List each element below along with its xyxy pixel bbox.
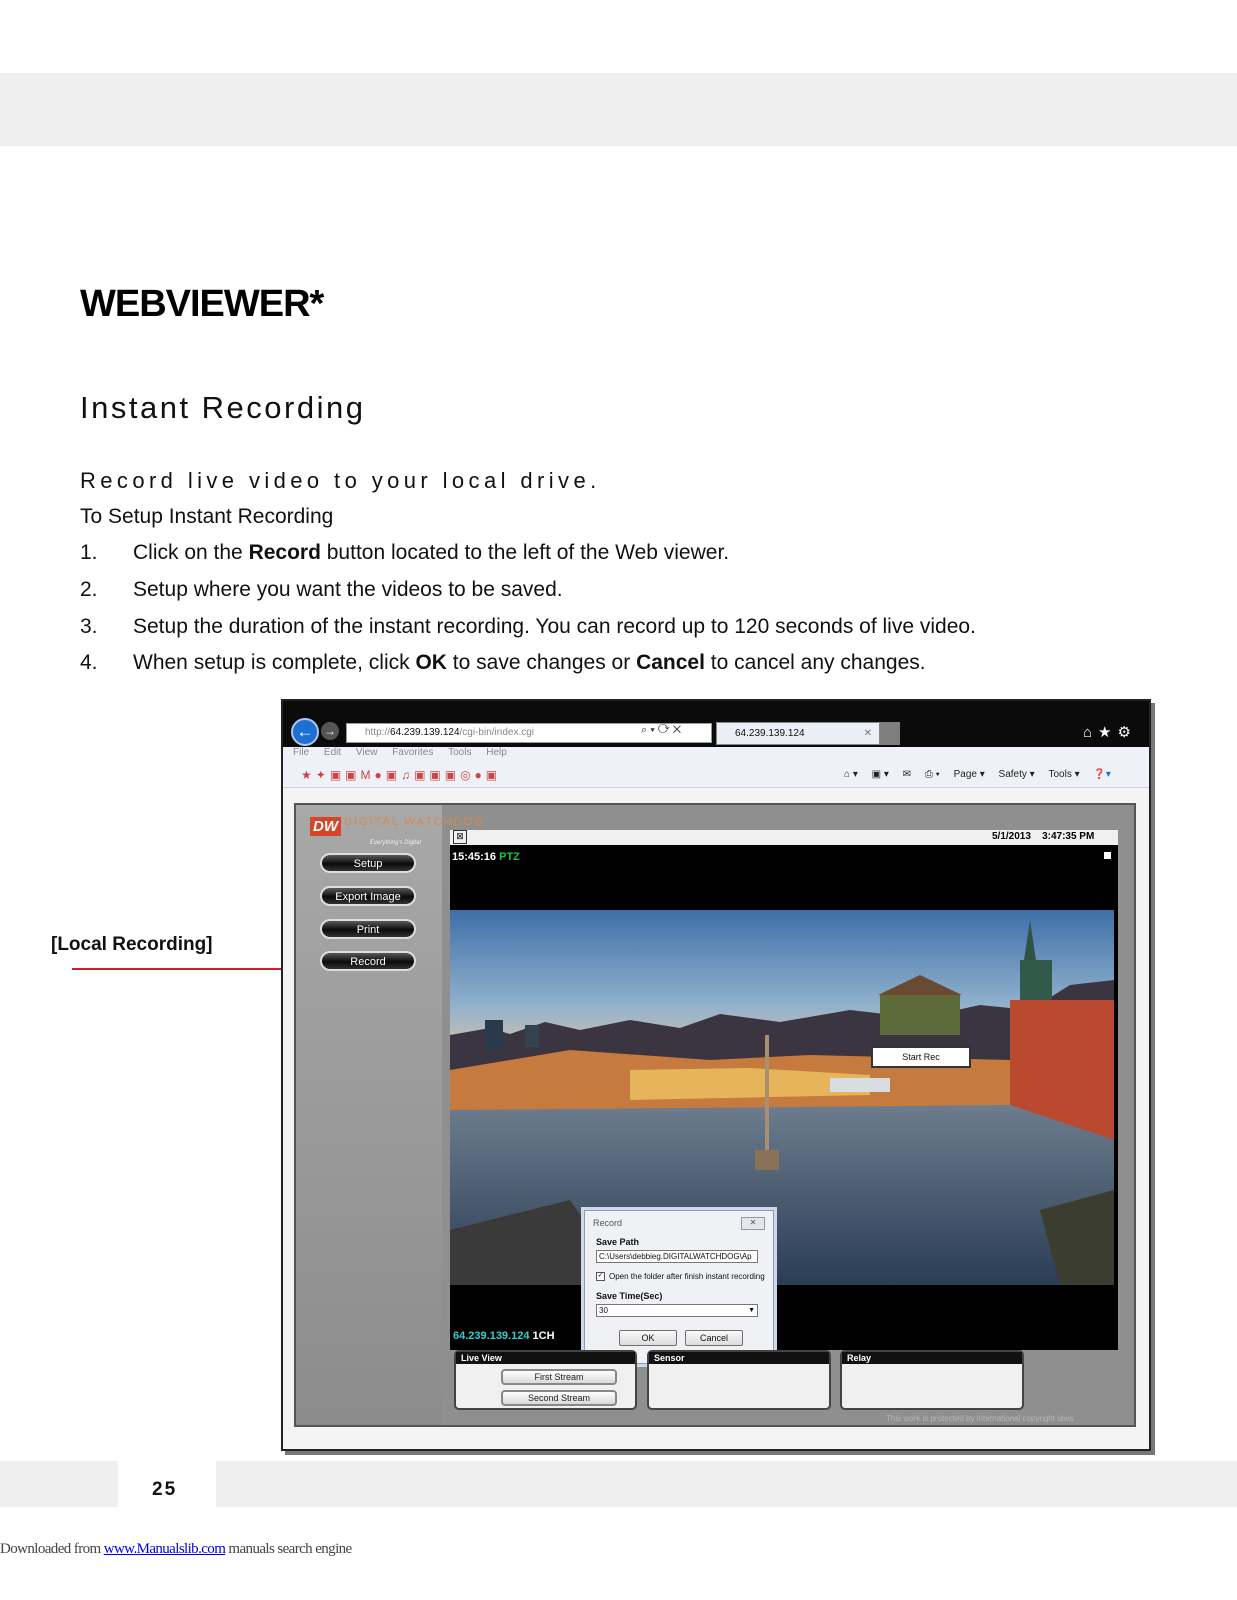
record-button[interactable]: Record	[320, 951, 416, 971]
dw-logo: DW DIGITAL WATCHDOG Everything's Digital	[310, 817, 432, 843]
step-text: Setup where you want the videos to be saved.	[133, 578, 563, 601]
menu-tools-cmd[interactable]: Tools ▾	[1048, 769, 1080, 780]
setup-heading: To Setup Instant Recording	[80, 505, 334, 528]
video-datetime: 5/1/2013 3:47:35 PM	[992, 831, 1095, 842]
live-video-image	[450, 910, 1114, 1285]
dialog-title: Record	[593, 1218, 623, 1228]
start-rec-button[interactable]: Start Rec	[871, 1046, 971, 1068]
first-stream-button[interactable]: First Stream	[501, 1369, 617, 1385]
home-icon[interactable]: ⌂ ▾	[844, 769, 858, 780]
menu-edit[interactable]: Edit	[323, 747, 342, 758]
step-text: Click on the Record button located to the left of the Web viewer.	[133, 541, 730, 564]
manualslib-link[interactable]: www.Manualslib.com	[103, 1541, 226, 1557]
sensor-panel	[647, 1350, 831, 1410]
browser-titlebar	[283, 701, 1149, 747]
step-number: 3.	[80, 615, 98, 638]
help-icon[interactable]: ❓▾	[1093, 769, 1111, 780]
webviewer-screenshot	[281, 699, 1151, 1451]
tab-close-icon[interactable]: ✕	[863, 728, 872, 739]
print-button[interactable]: Print	[320, 919, 416, 939]
save-path-input[interactable]: C:\Users\debbieg.DIGITALWATCHDOG\Ap	[596, 1250, 758, 1263]
save-time-label: Save Time(Sec)	[596, 1291, 663, 1301]
open-folder-checkbox[interactable]: ✓ Open the folder after finish instant recording	[597, 1272, 765, 1281]
page-title: WEBVIEWER*	[80, 283, 324, 325]
copyright-notice: This work is protected by international copyright laws.	[886, 1414, 1076, 1423]
back-arrow-icon[interactable]: ←	[291, 718, 319, 746]
dropdown-arrow-icon[interactable]: ▼	[748, 1307, 755, 1314]
dialog-close-icon[interactable]: ✕	[741, 1217, 765, 1230]
video-overlay-time: 15:45:16 PTZ	[452, 851, 520, 863]
export-image-button[interactable]: Export Image	[320, 886, 416, 906]
step-number: 4.	[80, 651, 98, 674]
forward-arrow-icon[interactable]: →	[321, 722, 339, 740]
fullscreen-icon[interactable]: ⊠	[453, 830, 467, 844]
save-path-label: Save Path	[596, 1237, 640, 1247]
menu-help[interactable]: Help	[486, 747, 507, 758]
video-channel-label: 64.239.139.124 1CH	[453, 1330, 555, 1342]
section-title: Instant Recording	[80, 390, 366, 425]
step-text: When setup is complete, click OK to save changes or Cancel to cancel any changes.	[133, 651, 926, 674]
checkbox-checked-icon[interactable]: ✓	[597, 1272, 604, 1280]
intro-text: Record live video to your local drive.	[80, 468, 601, 493]
step-number: 2.	[80, 578, 98, 601]
step-number: 1.	[80, 541, 98, 564]
step-text: Setup the duration of the instant recording. You can record up to 120 seconds of live video.	[133, 615, 976, 638]
top-band	[0, 73, 1237, 146]
webviewer-app	[294, 803, 1136, 1427]
save-time-select[interactable]: 30 ▼	[596, 1304, 758, 1317]
browser-tab[interactable]: 64.239.139.124 ✕	[716, 722, 880, 745]
menu-bar	[283, 747, 1149, 765]
footer: Downloaded from www.Manualslib.com manuals search engine	[0, 1541, 352, 1557]
mail-icon[interactable]: ✉	[902, 769, 912, 780]
menu-favorites[interactable]: Favorites	[392, 747, 434, 758]
cancel-button[interactable]: Cancel	[685, 1330, 743, 1346]
address-tools-icon[interactable]: ⌕ ▾ ⟳ ✕	[641, 724, 682, 736]
favorites-icons[interactable]: ★✦▣▣M●▣♫▣▣▣◎●▣	[301, 768, 502, 782]
live-view-panel	[454, 1350, 637, 1410]
setup-button[interactable]: Setup	[320, 853, 416, 873]
menu-safety[interactable]: Safety ▾	[998, 769, 1035, 780]
page-number: 25	[152, 1479, 178, 1500]
feeds-icon[interactable]: ▣ ▾	[871, 769, 889, 780]
stop-icon[interactable]	[1104, 852, 1111, 859]
new-tab-button[interactable]	[880, 722, 900, 745]
menu-page[interactable]: Page ▾	[953, 769, 985, 780]
menu-tools[interactable]: Tools	[448, 747, 472, 758]
address-bar[interactable]: http://64.239.139.124/cgi-bin/index.cgi	[346, 723, 712, 743]
bottom-band-right	[216, 1461, 1237, 1507]
callout-label: [Local Recording]	[51, 934, 213, 955]
favorites-toolbar	[283, 765, 1149, 788]
ok-button[interactable]: OK	[619, 1330, 677, 1346]
panel-title: Live View	[456, 1352, 635, 1364]
print-icon[interactable]: ⎙ ▾	[924, 769, 940, 780]
second-stream-button[interactable]: Second Stream	[501, 1390, 617, 1406]
panel-title: Sensor	[649, 1352, 829, 1364]
menu-view[interactable]: View	[355, 747, 378, 758]
video-topbar	[450, 830, 1118, 845]
menu-file[interactable]: File	[293, 747, 310, 758]
video-viewer	[450, 830, 1118, 1350]
panel-title: Relay	[842, 1352, 1022, 1364]
command-bar	[833, 769, 1111, 780]
record-dialog	[584, 1210, 774, 1364]
relay-panel	[840, 1350, 1024, 1410]
home-star-gear-icon[interactable]: ⌂★⚙	[1083, 724, 1137, 741]
bottom-band-left	[0, 1461, 118, 1507]
